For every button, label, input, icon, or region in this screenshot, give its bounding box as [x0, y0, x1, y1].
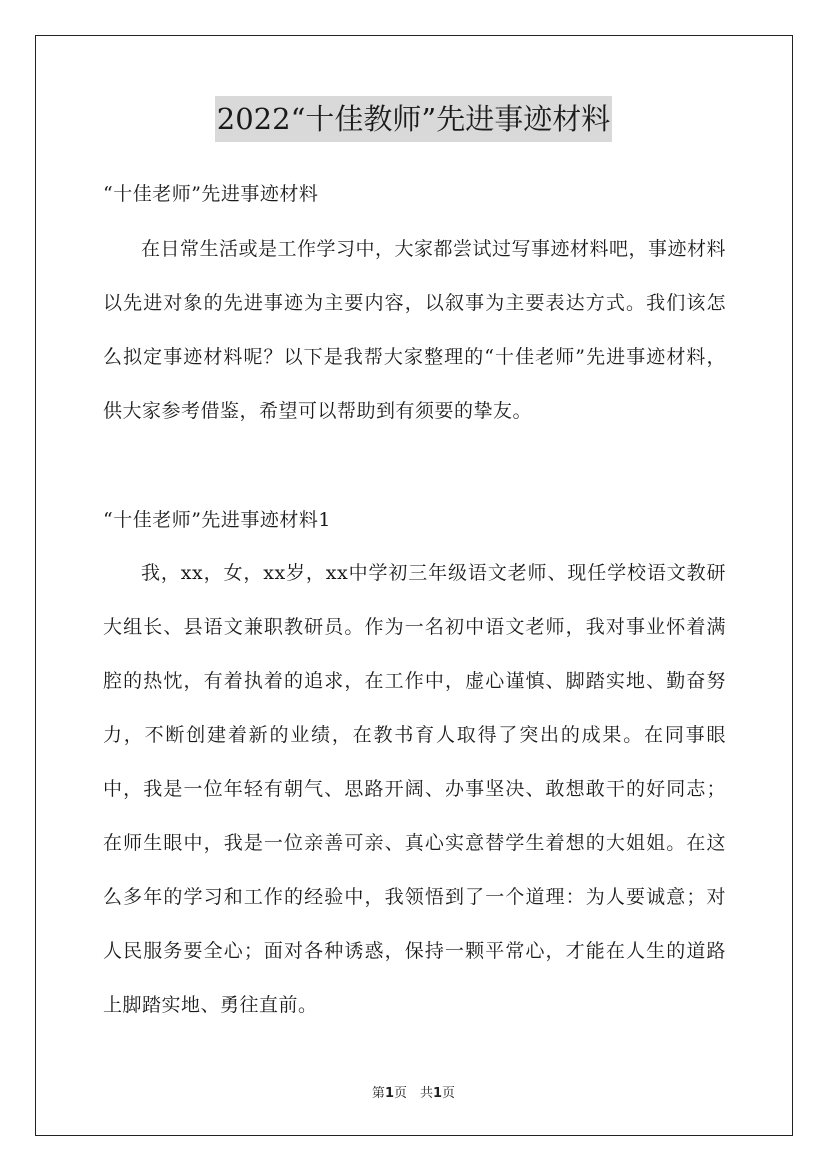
- intro-paragraph: 在日常生活或是工作学习中，大家都尝试过写事迹材料吧，事迹材料以先进对象的先进事迹为主要内容，以叙事为主要表达方式。我们该怎么拟定事迹材料呢？以下是我帮大家整理的“十佳老师”先进事迹材料，供大家参考借鉴，希望可以帮助到有须要的挚友。: [103, 238, 727, 422]
- section1-heading: “十佳老师”先进事迹材料1: [103, 509, 332, 531]
- page-mid: 页 共: [393, 1086, 433, 1101]
- document-title: 2022“十佳教师”先进事迹材料: [215, 96, 612, 142]
- title-container: [0, 96, 827, 142]
- page-total: 1: [433, 1086, 443, 1101]
- page-prefix: 第: [371, 1086, 385, 1101]
- document-subtitle: “十佳老师”先进事迹材料: [103, 183, 319, 205]
- page-current: 1: [384, 1086, 394, 1101]
- section1-paragraph: 我，xx，女，xx岁，xx中学初三年级语文老师、现任学校语文教研大组长、县语文兼职教研员。作为一名初中语文老师，我对事业怀着满腔的热忱，有着执着的追求，在工作中，虚心谨慎、脚踏实地、勤奋努力，不断创建着新的业绩，在教书育人取得了突出的成果。在同事眼中，我是一位年轻有朝气、思路开阔、办事坚决、敢想敢干的好同志；在师生眼中，我是一位亲善可亲、真心实意替学生着想的大姐姐。在这么多年的学习和工作的经验中，我领悟到了一个道理：为人要诚意；对人民服务要全心；面对各种诱惑，保持一颗平常心，才能在人生的道路上脚踏实地、勇往直前。: [103, 562, 726, 1016]
- page-suffix: 页: [442, 1086, 456, 1101]
- page-footer: [0, 1082, 827, 1101]
